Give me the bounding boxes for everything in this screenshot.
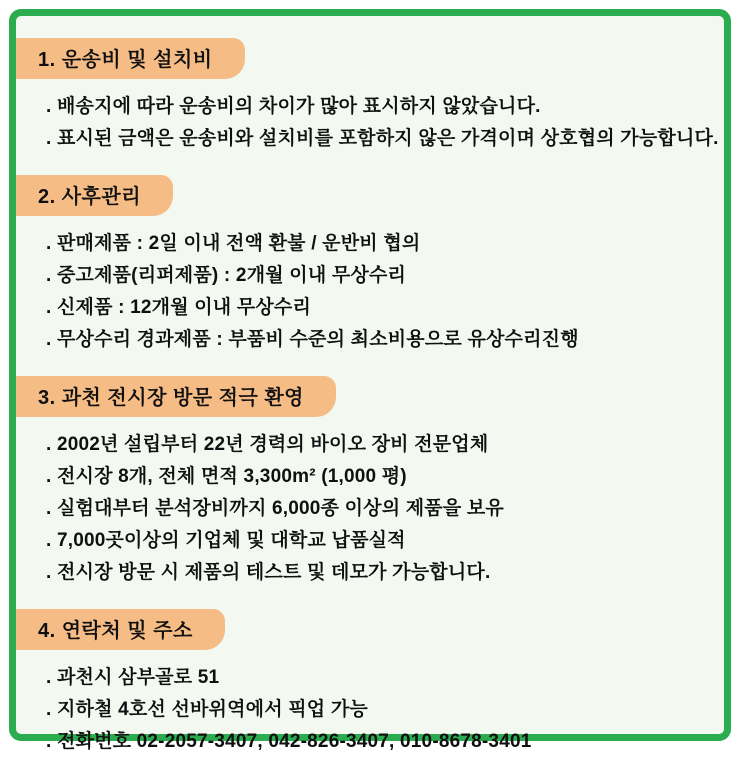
bullet-line: . 배송지에 따라 운송비의 차이가 많아 표시하지 않았습니다. [46, 96, 541, 117]
bullet-line: . 2002년 설립부터 22년 경력의 바이오 장비 전문업체 [46, 434, 489, 455]
section-title-chip: 2. 사후관리 [16, 175, 173, 216]
bullet-line: . 신제품 : 12개월 이내 무상수리 [46, 297, 312, 318]
bullet-line: . 무상수리 경과제품 : 부품비 수준의 최소비용으로 유상수리진행 [46, 329, 579, 350]
section-title-chip: 3. 과천 전시장 방문 적극 환영 [16, 376, 336, 417]
bullet-line: . 지하철 4호선 선바위역에서 픽업 가능 [46, 699, 368, 720]
bullet-line: . 표시된 금액은 운송비와 설치비를 포함하지 않은 가격이며 상호협의 가능합니다. [46, 128, 719, 149]
bullet-line: . 판매제품 : 2일 이내 전액 환불 / 운반비 협의 [46, 233, 421, 254]
section [16, 175, 724, 356]
section-item-list [46, 429, 714, 589]
bullet-line: . 전시장 8개, 전체 면적 3,300m² (1,000 평) [46, 466, 407, 487]
section [16, 376, 724, 589]
section-item-list [46, 91, 719, 155]
bullet-line: . 전시장 방문 시 제품의 테스트 및 데모가 가능합니다. [46, 562, 491, 583]
bullet-line: . 중고제품(리퍼제품) : 2개월 이내 무상수리 [46, 265, 407, 286]
bullet-line: . 과천시 삼부골로 51 [46, 667, 220, 688]
section [16, 609, 724, 758]
bullet-line: . 7,000곳이상의 기업체 및 대학교 납품실적 [46, 530, 406, 551]
bullet-line: . 전화번호 02-2057-3407, 042-826-3407, 010-8678-3401 [46, 731, 532, 752]
section-item-list [46, 662, 714, 758]
section [16, 38, 724, 155]
notice-panel [9, 9, 731, 752]
section-item-list [46, 228, 714, 356]
section-title-chip: 1. 운송비 및 설치비 [16, 38, 245, 79]
section-title-chip: 4. 연락처 및 주소 [16, 609, 225, 650]
bullet-line: . 실험대부터 분석장비까지 6,000종 이상의 제품을 보유 [46, 498, 504, 519]
sections-container [16, 38, 724, 758]
